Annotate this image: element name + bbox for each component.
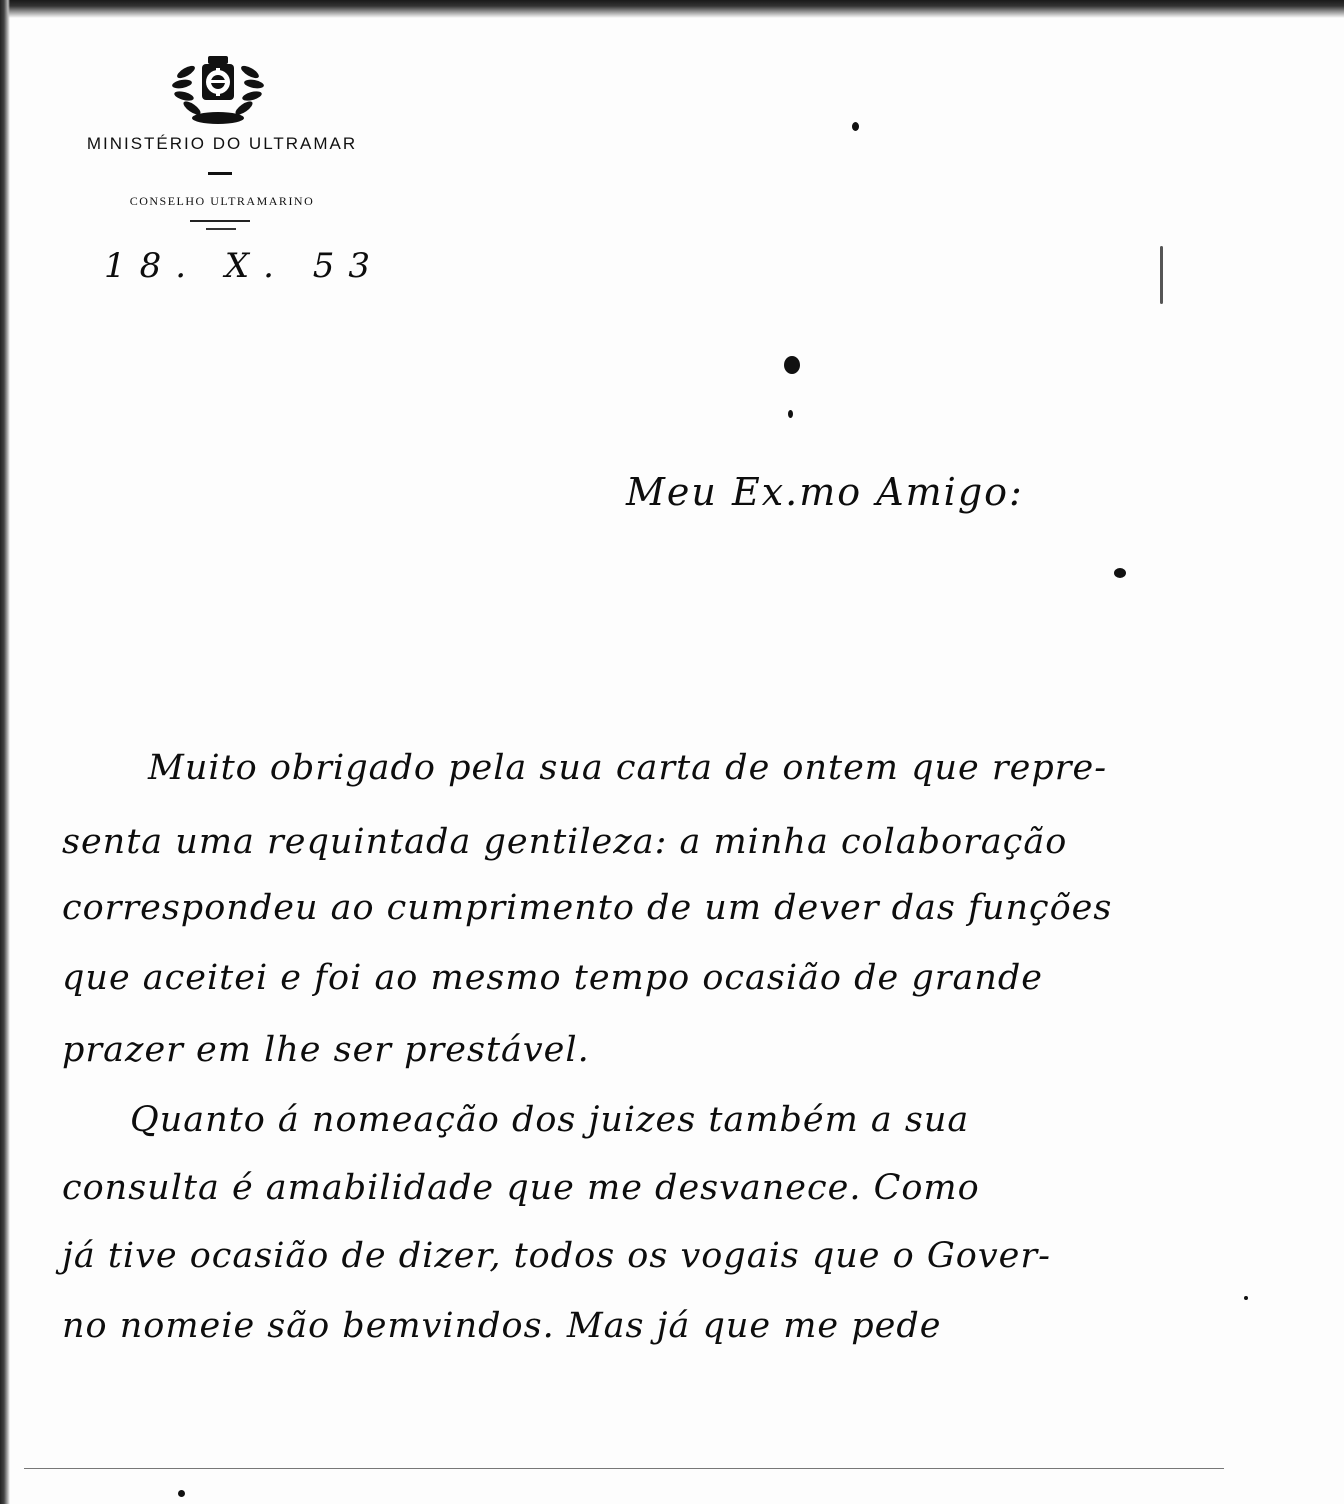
ink-speck (178, 1490, 185, 1497)
scan-top-edge (0, 0, 1344, 18)
ink-speck (1244, 1296, 1248, 1300)
body-line: correspondeu ao cumprimento de um dever das funções (62, 888, 1113, 928)
body-line: no nomeie são bemvindos. Mas já que me pede (62, 1306, 942, 1346)
body-line: prazer em lhe ser prestável. (62, 1030, 590, 1070)
body-line: consulta é amabilidade que me desvanece. Como (62, 1168, 980, 1208)
body-line: Quanto á nomeação dos juizes também a sua (130, 1100, 970, 1140)
letterhead-divider (190, 220, 250, 222)
body-line: que aceitei e foi ao mesmo tempo ocasião de grande (62, 958, 1043, 998)
letterhead-divider (206, 228, 236, 230)
page-bottom-rule (24, 1468, 1224, 1469)
scan-left-edge (0, 0, 10, 1504)
body-line: já tive ocasião de dizer, todos os vogais que o Gover- (62, 1236, 1051, 1276)
ink-speck (1114, 568, 1126, 578)
ministry-name: MINISTÉRIO DO ULTRAMAR (86, 134, 358, 153)
ink-speck (788, 410, 793, 418)
letterhead-divider (208, 172, 232, 175)
body-line: senta uma requintada gentileza: a minha colaboração (62, 822, 1068, 862)
salutation: Meu Ex.mo Amigo: (626, 470, 1024, 514)
ink-speck (1160, 246, 1163, 304)
coat-of-arms-icon (172, 52, 264, 128)
letter-date: 18. X. 53 (104, 246, 384, 286)
body-line: Muito obrigado pela sua carta de ontem que repre- (148, 748, 1108, 788)
ink-speck (852, 122, 859, 131)
ink-speck (784, 356, 800, 374)
council-name: CONSELHO ULTRAMARINO (129, 194, 315, 208)
